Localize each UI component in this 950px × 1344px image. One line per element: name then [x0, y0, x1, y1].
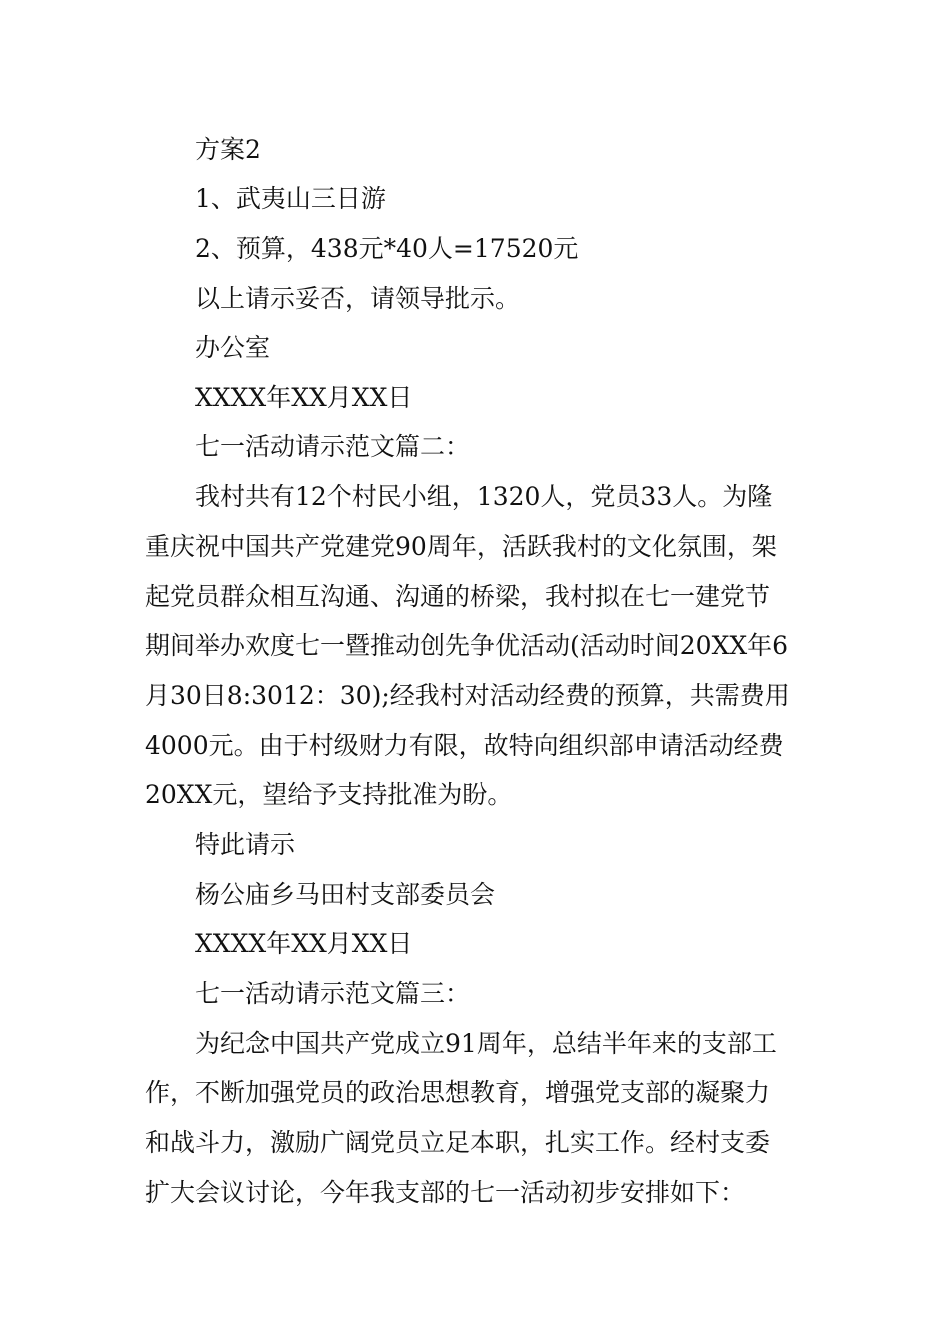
paragraph-line: 作，不断加强党员的政治思想教育，增强党支部的凝聚力 — [145, 1078, 771, 1107]
plan-item-budget: 2、预算，438元*40人=17520元 — [195, 234, 579, 263]
paragraph-line: 我村共有12个村民小组，1320人，党员33人。为隆 — [195, 482, 773, 511]
section-heading-two: 七一活动请示范文篇二： — [195, 432, 471, 461]
paragraph-line: 重庆祝中国共产党建党90周年，活跃我村的文化氛围，架 — [145, 532, 777, 561]
paragraph-line: 期间举办欢度七一暨推动创先争优活动(活动时间20XX年6 — [145, 631, 789, 660]
paragraph-line: 4000元。由于村级财力有限，故特向组织部申请活动经费 — [145, 731, 784, 760]
plan-item-trip: 1、武夷山三日游 — [195, 184, 386, 213]
paragraph-line: 20XX元，望给予支持批准为盼。 — [145, 780, 513, 809]
paragraph-line: 扩大会议讨论，今年我支部的七一活动初步安排如下： — [145, 1178, 746, 1207]
signature-office: 办公室 — [195, 333, 271, 362]
paragraph-line: 为纪念中国共产党成立91周年，总结半年来的支部工 — [195, 1029, 777, 1058]
signature-committee: 杨公庙乡马田村支部委员会 — [195, 880, 496, 909]
plan-heading: 方案2 — [195, 135, 261, 164]
paragraph-line: 和战斗力，激励广阔党员立足本职，扎实工作。经村支委 — [145, 1128, 771, 1157]
date-line: XXXX年XX月XX日 — [195, 929, 413, 958]
paragraph-line: 月30日8:3012：30);经我村对活动经费的预算，共需费用 — [145, 681, 790, 710]
approval-request-line: 以上请示妥否，请领导批示。 — [195, 284, 521, 313]
closing-line: 特此请示 — [195, 830, 296, 859]
section-heading-three: 七一活动请示范文篇三： — [195, 979, 471, 1008]
paragraph-line: 起党员群众相互沟通、沟通的桥梁，我村拟在七一建党节 — [145, 582, 771, 611]
date-line: XXXX年XX月XX日 — [195, 383, 413, 412]
